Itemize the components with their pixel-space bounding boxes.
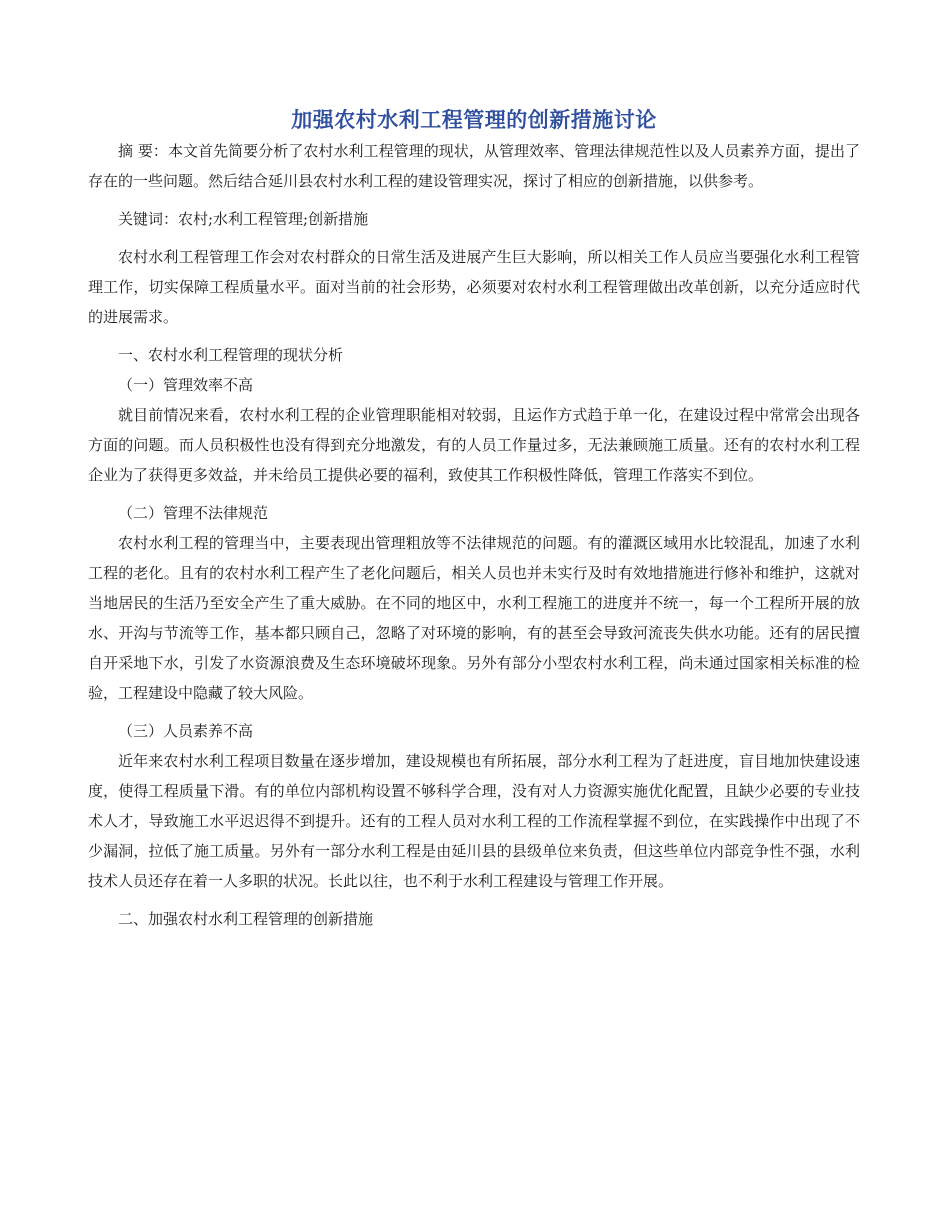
sub-heading-3: （三）人员素养不高: [118, 722, 254, 740]
keywords-line: 关键词：农村;水利工程管理;创新措施: [118, 210, 369, 228]
sub-section-2-body: 农村水利工程的管理当中，主要表现出管理粗放等不法律规范的问题。有的灌溉区域用水比较混乱，加速了水利工程的老化。且有的农村水利工程产生了老化问题后，相关人员也并未实行及时有效地措施进行修补和维护，这就对当地居民的生活乃至安全产生了重大威胁。在不同的地区中，水利工程施工的进度并不统一，每一个工程所开展的放水、开沟与节流等工作，基本都只顾自己，忽略了对环境的影响，有的甚至会导致河流丧失供水功能。还有的居民擅自开采地下水，引发了水资源浪费及生态环境破坏现象。另外有部分小型农村水利工程，尚未通过国家相关标准的检验，工程建设中隐藏了较大风险。: [88, 534, 860, 702]
section-heading-2: 二、加强农村水利工程管理的创新措施: [118, 910, 374, 928]
sub-heading-1: （一）管理效率不高: [118, 376, 254, 394]
sub-section-3-body: 近年来农村水利工程项目数量在逐步增加，建设规模也有所拓展，部分水利工程为了赶进度，盲目地加快建设速度，使得工程质量下滑。有的单位内部机构设置不够科学合理，没有对人力资源实施优化配置，且缺少必要的专业技术人才，导致施工水平迟迟得不到提升。还有的工程人员对水利工程的工作流程掌握不到位，在实践操作中出现了不少漏洞，拉低了施工质量。另外有一部分水利工程是由延川县的县级单位来负责，但这些单位内部竞争性不强，水利技术人员还存在着一人多职的状况。长此以往，也不利于水利工程建设与管理工作开展。: [88, 752, 860, 890]
abstract-paragraph: 摘 要：本文首先简要分析了农村水利工程管理的现状，从管理效率、管理法律规范性以及人员素养方面，提出了存在的一些问题。然后结合延川县农村水利工程的建设管理实况，探讨了相应的创新措施，以供参考。: [88, 142, 860, 190]
sub-section-1-body: 就目前情况来看，农村水利工程的企业管理职能相对较弱，且运作方式趋于单一化，在建设过程中常常会出现各方面的问题。而人员积极性也没有得到充分地激发，有的人员工作量过多，无法兼顾施工质量。还有的农村水利工程企业为了获得更多效益，并未给员工提供必要的福利，致使其工作积极性降低，管理工作落实不到位。: [88, 406, 860, 484]
intro-paragraph: 农村水利工程管理工作会对农村群众的日常生活及进展产生巨大影响，所以相关工作人员应当要强化水利工程管理工作，切实保障工程质量水平。面对当前的社会形势，必须要对农村水利工程管理做出改革创新，以充分适应时代的进展需求。: [88, 248, 860, 326]
document-title: 加强农村水利工程管理的创新措施讨论: [291, 107, 657, 132]
document-page: [88, 104, 860, 934]
section-heading-1: 一、农村水利工程管理的现状分析: [118, 346, 344, 364]
sub-heading-2: （二）管理不法律规范: [118, 504, 269, 522]
